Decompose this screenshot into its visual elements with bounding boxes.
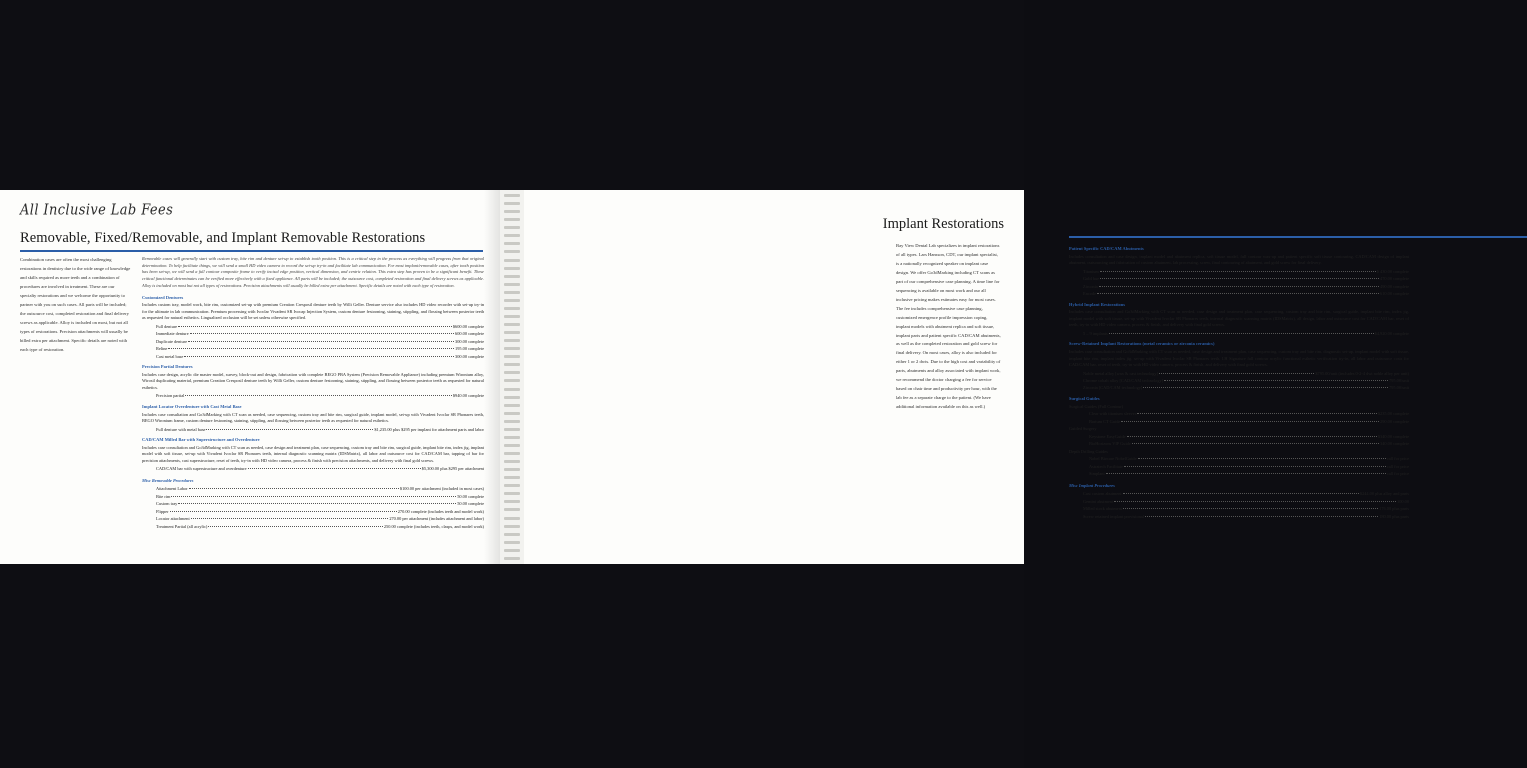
price-row <box>1069 433 1409 440</box>
price-item-value: 180.00 plus parts <box>1379 513 1409 519</box>
price-item-name: Duplicate denture <box>156 338 187 344</box>
spiral-rings <box>500 190 524 564</box>
price-item-value: 100.00 <box>1397 498 1409 504</box>
spiral-ring <box>504 323 520 326</box>
spiral-ring <box>504 420 520 423</box>
price-row <box>142 330 484 337</box>
accent-rule-left <box>20 250 483 252</box>
section-heading: Hybrid Implant Restorations <box>1069 301 1125 307</box>
price-item-value: 50.00 complete <box>457 501 484 507</box>
price-item-name: Flipper <box>156 508 169 514</box>
main-column-right <box>1069 242 1409 520</box>
price-row <box>1069 283 1409 290</box>
section-heading: Misc Implant Procedures <box>1069 482 1115 488</box>
price-item-value: $795.00/unit (includes 0-2-4 dwt noble alloy per unit) <box>1315 370 1409 376</box>
price-row <box>1069 490 1409 497</box>
price-item-value: $235.00 complete <box>1377 411 1409 417</box>
price-item-name: Astratech Facilitate <box>1089 463 1123 469</box>
section-body: Includes custom tray, model work, bite rim, customized set-up with premium Creation Cresposil denture teeth by Willi Geller. Denture service also includes HD video recorder with set-up try-in for the ultimate in lab communication. Premium processing with Ivoclar Vivadent SR Ivocap Injection System, custom denture festooning, staining, stippling, and flossing between posterior teeth as requested for natural esthetics. Lingualized occlusion will be set unless otherwise specified. <box>142 302 484 321</box>
price-row <box>142 323 484 330</box>
section-heading: Customized Dentures <box>142 294 184 300</box>
spiral-ring <box>504 363 520 366</box>
spiral-ring <box>504 396 520 399</box>
price-item-value: 300.00 complete <box>455 353 484 359</box>
page-right <box>524 190 1409 564</box>
dot-leader <box>1132 443 1379 444</box>
price-row <box>1069 513 1409 520</box>
spiral-ring <box>504 218 520 221</box>
dot-leader <box>208 526 383 527</box>
dot-leader <box>1121 421 1379 422</box>
spiral-ring <box>504 460 520 463</box>
price-item-value: 490.00 complete <box>1380 283 1409 289</box>
sections-right <box>1069 246 1409 520</box>
dot-leader <box>168 348 454 349</box>
dot-leader <box>189 488 399 489</box>
spiral-ring <box>504 428 520 431</box>
price-item-name: Clear with titanium sleeves <box>1089 411 1137 417</box>
price-item-value: $4,920.00 complete <box>1374 330 1409 336</box>
price-item-name: Milled stock abutment <box>1083 506 1123 512</box>
spiral-ring <box>504 355 520 358</box>
spiral-ring <box>504 388 520 391</box>
spiral-ring <box>504 242 520 245</box>
price-item-value: 270.00 per attachment (includes attachment and labor) <box>389 516 484 522</box>
price-item-name: Chrome cobalt alloy [CAD/CAM technology] <box>1083 378 1164 383</box>
section-body: Includes consultation and case design, implant model and abutment replica, soft tissue model, full contour wax-up and patient specific soft tissue contouring, CAD/CAM design of implant abutment, outsourcing and fabrication of custom abutment, lab processing, screw, final contouring of abutment, and gold screw for final delivery. <box>1069 253 1409 266</box>
price-item-value: call for price <box>1386 463 1409 469</box>
price-item-name: Zirconia <box>1083 283 1098 289</box>
price-item-name: Simplant <box>1089 471 1105 477</box>
price-item-value: 290.00 complete <box>1380 418 1409 424</box>
price-row <box>142 500 484 507</box>
spiral-ring <box>504 267 520 270</box>
spiral-ring <box>504 476 520 479</box>
section-body: Includes case design, acrylic die master model, survey, block-out and design, fabrication with complete BEGO PBA System (Precision Removable Appliance) including premium Wironium alloy, Wirosil duplicating material, premium Creation Cresposil denture teeth by Willi Geller, custom denture festooning, staining, stippling, and flossing between posterior teeth as requested for natural esthetics. <box>142 371 484 390</box>
price-row <box>142 345 484 352</box>
section-body: Includes case consultation and Go3dMarking with CT scan as needed, case design and treatment plan, case sequencing, custom tray and bite rim, diagnostic set-up, implant model with soft tissue, implant bite rim, implant index jig, set-up with Vivadent Ivoclar SR Phonares teeth, LH Signature full contour acrylic functional esthetic verification try-in, all labor and outsource costs for CAD/CAM bar, reset of teeth, try-in with HD video camera, process & finish, and delivery with final gold screws. <box>1069 348 1409 368</box>
price-item-name: Nobel Biocare NobelGuide <box>1089 456 1137 462</box>
price-row <box>1069 440 1409 447</box>
dot-leader <box>1123 493 1359 494</box>
accent-rule-right <box>1069 236 1527 238</box>
backdrop-top <box>0 0 1024 190</box>
price-row <box>1069 384 1409 391</box>
price-item-value: 795.00/unit <box>1389 385 1409 391</box>
price-item-value: 50.00 complete <box>457 493 484 499</box>
spiral-ring <box>504 259 520 262</box>
spiral-ring <box>504 210 520 213</box>
spiral-ring <box>504 541 520 544</box>
price-item-name: Gold hue <box>1083 276 1100 282</box>
price-row <box>1069 370 1409 377</box>
spiral-ring <box>504 468 520 471</box>
page-left <box>0 190 500 564</box>
price-row <box>142 508 484 515</box>
price-item-name: Titanium <box>1083 268 1099 274</box>
price-row <box>142 465 484 472</box>
price-item-value: 470.00 complete <box>1380 276 1409 282</box>
price-group-label: Surgical Guides (Full Contour) <box>1069 403 1124 409</box>
price-item-name: Encode <box>1083 291 1097 297</box>
price-item-name: Locator attachment <box>156 516 190 522</box>
brochure-spread <box>0 190 1409 564</box>
spiral-ring <box>504 404 520 407</box>
price-row <box>142 523 484 530</box>
price-row <box>142 392 484 399</box>
price-item-value: 340.00 complete <box>1380 441 1409 447</box>
dot-leader <box>1106 473 1386 474</box>
price-item-name: Keystone EasyGuide <box>1089 433 1126 439</box>
dot-leader <box>248 468 421 469</box>
dot-leader <box>1109 333 1374 334</box>
price-row <box>1069 470 1409 477</box>
spiral-ring <box>504 557 520 560</box>
section-heading: Precision Partial Dentures <box>142 364 193 370</box>
spiral-ring <box>504 525 520 528</box>
section-heading: Patient Specific CAD/CAM Abutments <box>1069 246 1144 251</box>
price-group-label: Guided Surgery <box>1069 426 1097 432</box>
dot-leader <box>1137 413 1376 414</box>
spiral-ring <box>504 226 520 229</box>
dot-leader <box>185 395 452 396</box>
price-item-name: Immediate denture <box>156 331 189 337</box>
spiral-ring <box>504 315 520 318</box>
price-item-value: 250.00 complete (includes teeth, clasps, and model work) <box>383 523 484 529</box>
price-row <box>1069 418 1409 425</box>
price-item-name: 5 – 9 implants <box>1083 330 1108 336</box>
dot-leader <box>1164 380 1388 381</box>
spiral-ring <box>504 444 520 447</box>
price-item-name: CAD/CAM bar with superstructure and overdenture <box>156 466 247 472</box>
dot-leader <box>191 518 389 519</box>
dot-leader <box>1159 373 1314 374</box>
dot-leader <box>1100 278 1379 279</box>
main-column-left <box>142 256 484 530</box>
price-row <box>1069 275 1409 282</box>
dot-leader <box>184 356 454 357</box>
dot-leader <box>1123 508 1378 509</box>
spiral-ring <box>504 234 520 237</box>
sidebar-text-left: Combination cases are often the most challenging restorations in dentistry due to the wide range of knowledge and skills required as more teeth and a combination of procedures are involved in treatment. These are our specialty restorations and we welcome the opportunity to partner with you on such cases. All parts will be included; the outsource cost, completed restoration and final delivery screws as applicable. Alloy is included on most, but not all types of restorations. Precision attachments will usually be billed extra per attachment. Specific details are noted with each type of restoration. <box>20 257 131 352</box>
price-item-value: $5,300.00 plus $295 per attachment <box>421 466 484 472</box>
spiral-ring <box>504 291 520 294</box>
price-item-name: Gemini abutment <box>1083 498 1114 504</box>
price-item-name: Attachment Labor <box>156 486 188 492</box>
spiral-ring <box>504 500 520 503</box>
dot-leader <box>1138 458 1386 459</box>
section-body: Includes case consultation and Go3dMarking with CT scan as needed, case design and treatment plan, case sequencing, custom tray and bite rim, surgical guide, implant bite rim, index jig, implant model with soft tissue, set-up with Vivadent Ivoclar SR Phonares teeth, internal diagnostic scanning matrix (IDSMatrix), all labor and outsource cost for CAD/CAM bar, tapping of bar for precision attachments, cast superstructure, reset of teeth, try-in with HD video camera, process & finish with precision attachments, and delivery with final gold screws. <box>142 444 484 463</box>
section-heading: Surgical Guides <box>1069 395 1100 401</box>
price-item-name: Cast custom abutment <box>1083 491 1122 497</box>
spiral-ring <box>504 379 520 382</box>
section-heading: Implant Locator Overdenture with Cast Metal Base <box>142 403 242 409</box>
lead-paragraph-left: Removable cases will generally start with custom tray, bite rim and denture set-up to establish tooth position. This is a critical step in the process as everything will progress from that original determination. To help facilitate things, we will send a small HD video camera to record the set-up try-in and facilitate lab communication. For most implant/removable cases, after tooth position has been set-up, we will send a full contour composite frame to verify incisal edge position, vertical dimension, and centric relation. This extra step has proven to be a significant benefit. These critical functional determinates can be verified more effectively with a fixed appliance. All parts will be included; the outsource cost, completed restoration and final delivery screws as applicable. Alloy is included on most but not all types of restorations. Precision attachments will usually be billed extra per attachment. Specific details are noted with each type of restoration. <box>142 256 484 288</box>
spiral-ring <box>504 283 520 286</box>
spiral-ring <box>504 452 520 455</box>
spiral-ring <box>504 549 520 552</box>
price-item-name: Full denture with metal base <box>156 426 206 432</box>
price-item-value: 795.00/unit <box>1389 378 1409 383</box>
spiral-ring <box>504 484 520 487</box>
price-row <box>1069 377 1409 384</box>
spiral-ring <box>504 250 520 253</box>
price-row <box>1069 330 1409 337</box>
price-item-name: Bite rim <box>156 493 171 499</box>
price-item-value: 610.00 complete <box>1380 291 1409 297</box>
price-item-name: Precision partial <box>156 393 185 399</box>
dot-leader <box>188 341 454 342</box>
dot-leader <box>1114 501 1396 502</box>
price-row <box>142 353 484 360</box>
dot-leader <box>1143 387 1388 388</box>
sections-left <box>142 295 484 531</box>
price-row <box>142 515 484 522</box>
price-item-value: 270.00 complete (includes teeth and model work) <box>397 508 484 514</box>
price-row <box>142 426 484 433</box>
price-item-name: Zirconia [CAD/CAM technology] <box>1083 385 1143 391</box>
spiral-ring <box>504 275 520 278</box>
price-item-value: call for price <box>1386 471 1409 477</box>
backdrop-bottom <box>0 564 1024 768</box>
price-item-value: 600.00 complete <box>455 331 484 337</box>
price-item-value: $940.00 complete <box>452 393 484 399</box>
sidebar-text-right: Bay View Dental Lab specializes in implant restorations of all types. Lars Hansson, CDT, our implant specialist, is a nationally recognized speaker on implant case design. We offer Go3dMarking including CT scans as part of our comprehensive case planning. A time line for sequencing is available on most work and our all inclusive pricing makes estimates easy for most cases. The fee includes comprehensive case planning, customized emergence profile impression coping, implant models with abutment replica and soft tissue, implant parts and patient specific CAD/CAM abutments, as well as the completed restoration and gold screw for final delivery. On most cases, alloy is also included for either 1 or 2 dwts. Due to the high cost and variability of parts, abutments and alloy associated with implant work, we recommend the doctor charging a fee for service based on chair time and productivity per hour, with the lab fee as a separate charge to the patient. (We have additional information available on this as well.) <box>896 243 1001 410</box>
dot-leader <box>178 503 456 504</box>
price-item-value: call for price <box>1386 456 1409 462</box>
price-row <box>1069 455 1409 462</box>
spiral-ring <box>504 508 520 511</box>
price-row <box>1069 290 1409 297</box>
gutter-shadow-left <box>484 190 500 564</box>
binding-gutter <box>500 190 524 564</box>
page-title-left: Removable, Fixed/Removable, and Implant Removable Restorations <box>20 230 426 246</box>
dot-leader <box>1097 293 1379 294</box>
price-row <box>142 485 484 492</box>
price-item-value: 300.00 complete <box>455 338 484 344</box>
spiral-ring <box>504 371 520 374</box>
dot-leader <box>1127 436 1377 437</box>
section-body: Includes case consultation and Go3dMarking with CT scan as needed, case design and treatment plan, case sequencing, custom tray and bite rim, surgical guide, implant bite rim, index jig, implant model with soft tissue, set-up with Vivadent Ivoclar SR Phonares teeth, internal diagnostic scanning matrix (IDSMatrix), all design, labor and outsource cost for CAD/CAM bar, reset of teeth, try-in with HD video camera, process & finish, and delivery with final gold screws. <box>1069 309 1409 328</box>
price-item-name: Barium CT Guide <box>1089 418 1121 424</box>
section-heading: CAD/CAM Milled Bar with Superstructure and Overdenture <box>142 437 260 443</box>
price-item-value: $ 430.00 complete <box>1376 268 1409 274</box>
dot-leader <box>1099 286 1379 287</box>
price-row <box>1069 505 1409 512</box>
price-item-name: Cast metal base <box>156 353 184 359</box>
spiral-ring <box>504 307 520 310</box>
price-row <box>1069 268 1409 275</box>
spiral-ring <box>504 299 520 302</box>
price-group-label: Depth Drilling Guides <box>1069 448 1108 454</box>
price-row <box>1069 463 1409 470</box>
spiral-ring <box>504 517 520 520</box>
price-item-value: $600.00 complete <box>452 323 484 329</box>
spiral-ring <box>504 492 520 495</box>
spiral-ring <box>504 436 520 439</box>
price-item-name: Noble metal alloy [wax & cast technology] <box>1083 370 1159 376</box>
script-logo: All Inclusive Lab Fees <box>20 202 174 220</box>
price-item-value: 176.00 plus parts <box>1379 506 1409 512</box>
dot-leader <box>1145 516 1378 517</box>
dot-leader <box>1100 271 1376 272</box>
price-item-value: $244.00 plus alloy and parts <box>1359 491 1409 497</box>
spiral-ring <box>504 533 520 536</box>
price-row <box>1069 410 1409 417</box>
price-row <box>1069 498 1409 505</box>
price-item-value: $100.00 per attachment (included in most cases) <box>399 486 484 492</box>
dot-leader <box>171 496 456 497</box>
price-item-name: Screw retained implant provisional <box>1083 513 1144 519</box>
section-body: Includes case consultation and Go3dMarking with CT scan as needed, case sequencing, custom tray and bite rim, surgical guide, implant model, set-up with Vivadent Ivoclar SR Phonares teeth, BEGO Wironium frame, custom denture festooning, staining, stippling, and flossing between posterior teeth as requested for natural esthetics. <box>142 411 484 424</box>
price-row <box>142 493 484 500</box>
dot-leader <box>170 511 397 512</box>
price-item-name: Treatment Partial (all acrylic) <box>156 523 208 529</box>
section-heading: Misc Removable Procedures <box>142 477 194 483</box>
spiral-ring <box>504 331 520 334</box>
price-row <box>142 338 484 345</box>
price-item-value: 195.00 complete <box>455 346 484 352</box>
price-item-value: $1,235.00 plus $295 per implant for attachment parts and labor <box>374 426 484 432</box>
dot-leader <box>190 333 454 334</box>
price-item-name: Reline <box>156 346 168 352</box>
spiral-ring <box>504 339 520 342</box>
spiral-ring <box>504 412 520 415</box>
dot-leader <box>1124 466 1386 467</box>
price-item-name: BioHorizons VIP Guide <box>1089 441 1131 447</box>
spiral-ring <box>504 347 520 350</box>
spiral-ring <box>504 194 520 197</box>
price-item-name: Full denture <box>156 323 178 329</box>
section-heading: Screw-Retained Implant Restorations (metal ceramics or zirconia ceramics) <box>1069 341 1215 347</box>
spiral-ring <box>504 202 520 205</box>
dot-leader <box>178 326 452 327</box>
dot-leader <box>206 429 373 430</box>
price-item-value: $340.00 complete <box>1377 433 1409 439</box>
price-item-name: Custom tray <box>156 501 178 507</box>
page-title-right: Implant Restorations <box>882 216 1004 232</box>
